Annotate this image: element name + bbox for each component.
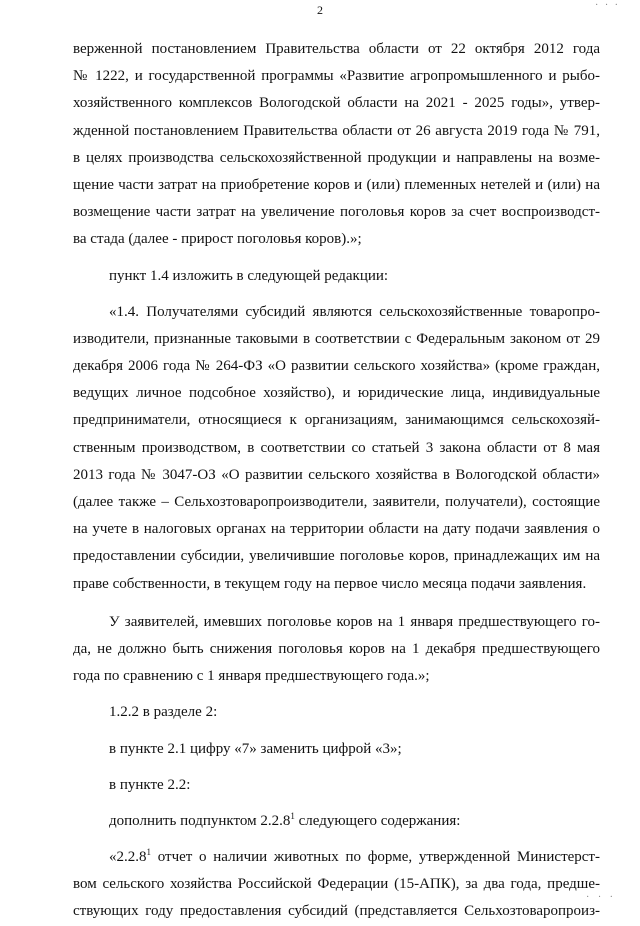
- corner-mark-top: · · ·: [595, 0, 620, 11]
- text-line: предоставлении субсидии, увеличившие поголовье коров, принадлежащих им на: [73, 548, 600, 565]
- text-line: на учете в налоговых органах на территории области на дату подачи заявления о: [73, 521, 600, 538]
- text-line: декабря 2006 года № 264-ФЗ «О развитии сельского хозяйства» (кроме граждан,: [73, 358, 600, 375]
- superscript: 1: [146, 847, 151, 858]
- document-body: [73, 36, 600, 926]
- corner-mark-bottom: · · ·: [586, 892, 616, 903]
- text-line: возмещение части затрат на увеличение поголовья коров за счет воспроизводст-: [73, 204, 600, 221]
- text-fragment: дополнить подпунктом 2.2.8: [109, 812, 291, 829]
- text-fragment: следующего содержания:: [294, 812, 461, 829]
- text-line: праве собственности, в текущем году на первое число месяца подачи заявления.: [73, 575, 587, 592]
- text-line: 2013 года № 3047-ОЗ «О развитии сельского хозяйства в Вологодской области»: [73, 466, 600, 483]
- text-line: «1.4. Получателями субсидий являются сельскохозяйственные товаропро-: [109, 303, 600, 320]
- text-line: 1.2.2 в разделе 2:: [109, 704, 218, 721]
- text-line: ведущих личное подсобное хозяйство), и юридические лица, индивидуальные: [73, 385, 600, 402]
- text-line: [73, 844, 600, 871]
- text-line: пункт 1.4 изложить в следующей редакции:: [109, 267, 389, 284]
- text-line: ствующих году предоставления субсидий (представляется Сельхозтоваропроиз-: [73, 903, 600, 920]
- text-line: [73, 808, 600, 835]
- text-line: ва стада (далее - прирост поголовья коров).»;: [73, 231, 362, 248]
- text-line: предприниматели, относящиеся к организациям, занимающимся сельскохозяй-: [73, 412, 600, 429]
- text-line: № 1222, и государственной программы «Развитие агропромышленного и рыбо-: [73, 68, 600, 85]
- superscript: 1: [290, 810, 295, 821]
- text-fragment: отчет о наличии животных по форме, утвержденной Министерст-: [151, 849, 600, 866]
- text-line: вом сельского хозяйства Российской Федерации (15-АПК), за два года, предше-: [73, 876, 600, 893]
- text-line: да, не должно быть снижения поголовья коров на 1 декабря предшествующего: [73, 640, 600, 657]
- text-line: верженной постановлением Правительства области от 22 октября 2012 года: [73, 41, 600, 57]
- text-fragment: «2.2.8: [109, 849, 147, 866]
- text-line: в пункте 2.1 цифру «7» заменить цифрой «3»;: [109, 740, 402, 757]
- text-line: в пункте 2.2:: [109, 776, 191, 793]
- text-line: щение части затрат на приобретение коров и (или) племенных нетелей и (или) на: [73, 176, 600, 193]
- text-line: жденной постановлением Правительства области от 26 августа 2019 года № 791,: [73, 122, 600, 139]
- text-line: У заявителей, имевших поголовье коров на 1 января предшествующего го-: [109, 613, 600, 630]
- text-line: ственным производством, в соответствии со статьей 3 закона области от 8 мая: [73, 439, 600, 456]
- text-line: хозяйственного комплексов Вологодской области на 2021 - 2025 годы», утвер-: [73, 95, 600, 112]
- text-line: изводители, признанные таковыми в соответствии с Федеральным законом от 29: [73, 330, 600, 347]
- text-line: (далее также – Сельхозтоваропроизводители, заявители, получатели), состоящие: [73, 494, 600, 510]
- text-line: года по сравнению с 1 января предшествующего года.»;: [73, 668, 430, 685]
- text-line: в целях производства сельскохозяйственной продукции и направлены на возме-: [73, 149, 600, 166]
- page-number: 2: [317, 3, 323, 17]
